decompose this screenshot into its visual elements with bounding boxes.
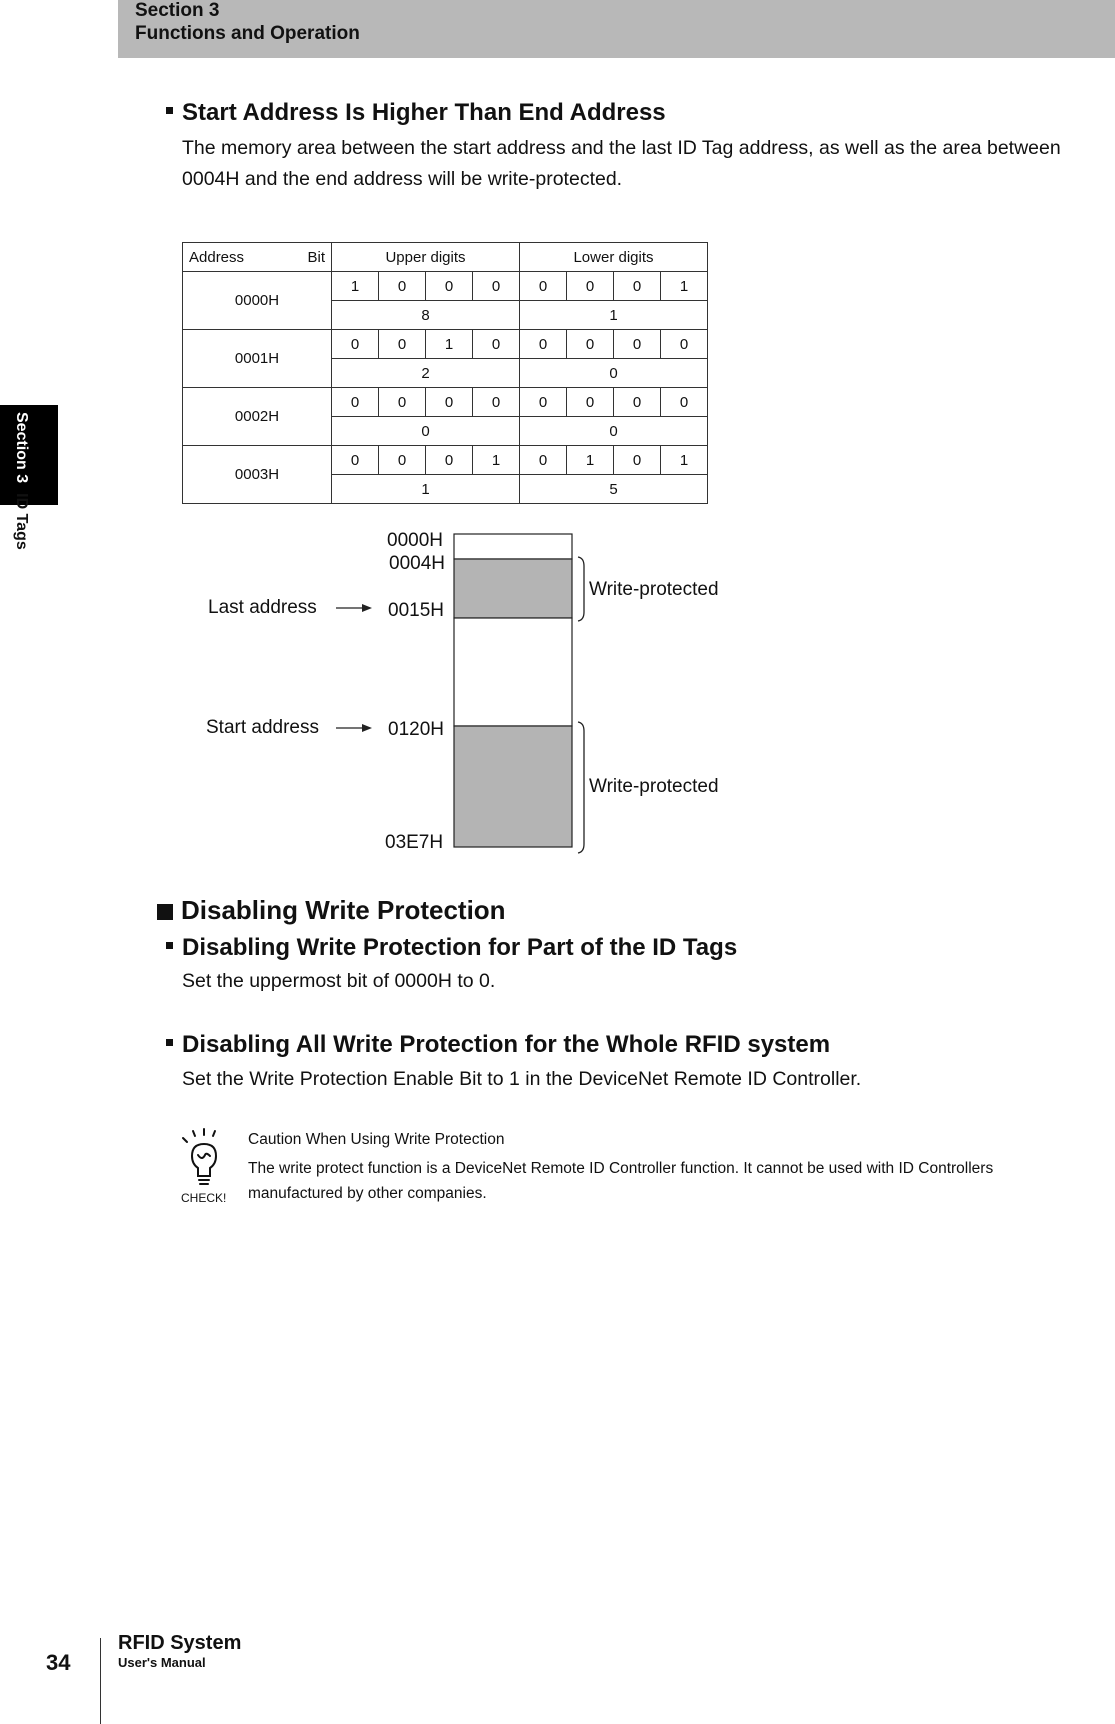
footer-divider [100,1638,101,1724]
bit-cell: 0 [379,446,426,475]
write-protected-label-bottom: Write-protected [589,776,719,797]
addr-03E7-label: 03E7H [385,832,444,853]
side-tab-topic: ID Tags [13,493,30,550]
caution-text: The write protect function is a DeviceNet Remote ID Controller function. It cannot be used with ID Controllers manufactured by other companies. [248,1160,994,1202]
bit-cell: 1 [661,446,708,475]
bracket-bottom [578,722,584,853]
bit-cell: 1 [473,446,520,475]
heading-disabling [157,895,506,926]
heading-text: Disabling All Write Protection for the Whole RFID system [182,1031,831,1058]
lower-hex-cell: 0 [520,417,708,446]
paragraph-disable-part: Set the uppermost bit of 0000H to 0. [182,970,496,992]
bit-cell: 0 [614,330,661,359]
header-address: Address [189,248,245,266]
bit-cell: 0 [520,272,567,301]
bit-cell: 0 [520,388,567,417]
header-upper-digits: Upper digits [332,243,520,272]
caution-title: Caution When Using Write Protection [248,1131,505,1148]
start-address-arrowhead [362,724,372,732]
row-address: 0002H [183,388,332,446]
row-address: 0003H [183,446,332,504]
bullet-icon [166,942,173,949]
paragraph-start-higher-2: 0004H and the end address will be write-protected. [182,168,623,190]
square-bullet-icon [157,904,173,920]
bit-cell: 0 [426,272,473,301]
bit-cell: 0 [379,272,426,301]
page-number: 34 [46,1650,71,1675]
bit-cell: 0 [614,388,661,417]
bit-cell: 0 [473,272,520,301]
bit-cell: 0 [614,272,661,301]
heading-text: Disabling Write Protection for Part of the ID Tags [182,934,738,961]
bit-cell: 1 [567,446,614,475]
side-tab-section: Section 3 [13,412,30,484]
lower-hex-cell: 1 [520,301,708,330]
bit-cell: 0 [567,388,614,417]
bit-cell: 0 [379,388,426,417]
write-protected-label-top: Write-protected [589,579,719,600]
lower-hex-cell: 5 [520,475,708,504]
header-section: Section 3 [135,0,220,21]
heading-text: Disabling Write Protection [181,895,506,925]
addr-0120-label: 0120H [388,719,444,740]
bit-cell: 0 [426,388,473,417]
paragraph-start-higher-1: The memory area between the start address and the last ID Tag address, as well as the area between [182,137,1061,159]
bit-cell: 1 [661,272,708,301]
header-bit: Bit [307,248,325,266]
last-address-arrowhead [362,604,372,612]
bit-cell: 0 [473,388,520,417]
bit-cell: 0 [661,330,708,359]
heading-disable-all [166,1031,830,1059]
bit-cell: 0 [661,388,708,417]
upper-hex-cell: 1 [332,475,520,504]
memory-block-top [454,534,572,559]
bit-cell: 0 [332,388,379,417]
upper-hex-cell: 0 [332,417,520,446]
header-lower-digits: Lower digits [520,243,708,272]
row-address: 0001H [183,330,332,388]
bit-cell: 0 [473,330,520,359]
paragraph-disable-all: Set the Write Protection Enable Bit to 1 in the DeviceNet Remote ID Controller. [182,1068,862,1090]
bit-cell: 0 [567,272,614,301]
bit-cell: 0 [520,330,567,359]
bit-cell: 0 [426,446,473,475]
footer-subtitle: User's Manual [118,1655,206,1670]
heading-text: Start Address Is Higher Than End Address [182,99,666,126]
write-protected-block-top [454,559,572,618]
header-subtitle: Functions and Operation [135,23,360,44]
lower-hex-cell: 0 [520,359,708,388]
bit-cell: 0 [520,446,567,475]
memory-block-middle [454,618,572,726]
check-icon [178,1128,236,1208]
check-icon-label: CHECK! [181,1191,227,1205]
start-address-label: Start address [206,717,319,738]
addr-0004-label: 0004H [389,553,445,574]
bit-cell: 0 [379,330,426,359]
write-protected-block-bottom [454,726,572,847]
upper-hex-cell: 2 [332,359,520,388]
footer-title: RFID System [118,1632,242,1654]
bit-cell: 0 [332,330,379,359]
last-address-label: Last address [208,597,317,618]
bit-cell: 0 [567,330,614,359]
bullet-icon [166,1039,173,1046]
bit-cell: 0 [332,446,379,475]
row-address: 0000H [183,272,332,330]
bit-cell: 0 [614,446,661,475]
addr-0015-label: 0015H [388,600,444,621]
bit-cell: 1 [332,272,379,301]
bit-cell: 1 [426,330,473,359]
upper-hex-cell: 8 [332,301,520,330]
bracket-top [578,557,584,621]
addr-0000-label: 0000H [387,530,443,551]
heading-disable-part [166,934,737,962]
